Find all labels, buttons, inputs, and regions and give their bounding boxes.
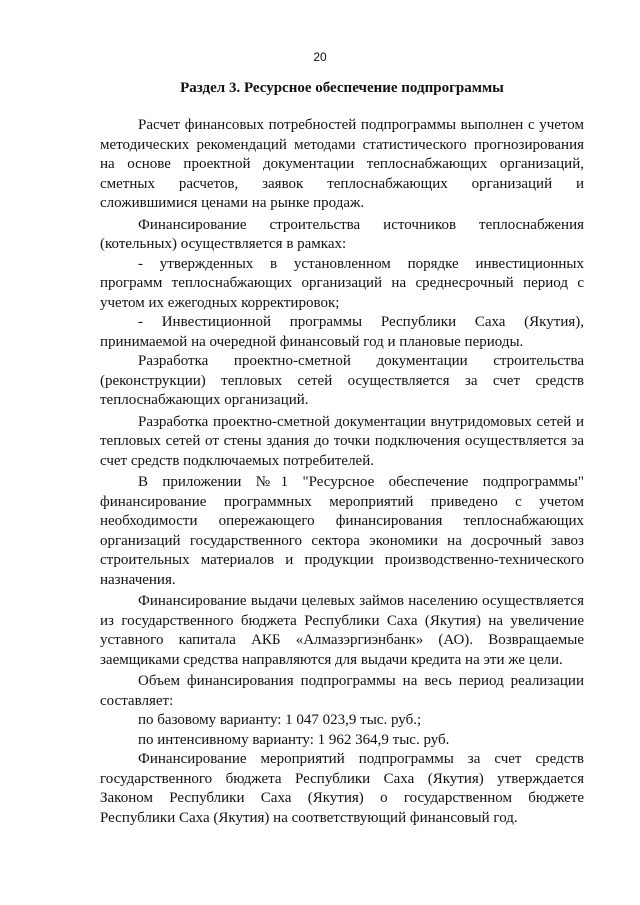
paragraph-design-heating-networks: Разработка проектно-сметной документации строительства (реконструкции) тепловых сетей осуществляется за счет средств теплоснабжающих организаций.	[100, 353, 584, 408]
paragraph-financing-sources: Финансирование строительства источников теплоснабжения (котельных) осуществляется в рамках:	[100, 216, 584, 252]
list-item-investment-programs: - утвержденных в установленном порядке инвестиционных программ теплоснабжающих организаций на среднесрочный период с учетом их ежегодных корректировок;	[100, 255, 584, 311]
paragraph-appendix-1: В приложении №1 "Ресурсное обеспечение подпрограммы" финансирование программных мероприятий приведено с учетом необходимости опережающего финансирования теплоснабжающих организаций государственного сектора экономики на досрочный завоз строительных материалов и продукции производственно-технического назначения.	[100, 474, 584, 588]
paragraph-state-budget: Финансирование мероприятий подпрограммы за счет средств государственного бюджета Республики Саха (Якутия) утверждается Законом Республики Саха (Якутия) о государственном бюджете Республики Саха (Якутия) на соответствующий финансовый год.	[100, 751, 584, 826]
funding-intensive-variant: по интенсивному варианту: 1 962 364,9 тыс. руб.	[138, 731, 450, 748]
funding-base-variant: по базовому варианту: 1 047 023,9 тыс. руб.;	[138, 712, 422, 728]
paragraph-target-loans: Финансирование выдачи целевых займов населению осуществляется из государственного бюджета Республики Саха (Якутия) на увеличение уставного капитала АКБ «Алмазэргиэнбанк» (АО). Возвращаемые заемщиками средства направляются для выдачи кредита на эти же цели.	[100, 593, 584, 668]
paragraph-funding-volume: Объем финансирования подпрограммы на весь период реализации составляет:	[100, 673, 584, 709]
list-item-republic-program: - Инвестиционной программы Республики Саха (Якутия), принимаемой на очередной финансовый год и плановые периоды.	[100, 314, 584, 350]
paragraph-design-internal-networks: Разработка проектно-сметной документации внутридомовых сетей и тепловых сетей от стены здания до точки подключения осуществляется за счет средств подключаемых потребителей.	[100, 413, 584, 469]
document-body	[100, 116, 584, 828]
section-title: Раздел 3. Ресурсное обеспечение подпрограммы	[180, 80, 504, 96]
page-number: 20	[313, 50, 327, 64]
paragraph-calculation: Расчет финансовых потребностей подпрограммы выполнен с учетом методических рекомендаций методами статистического прогнозирования на основе проектной документации теплоснабжающих организаций, сметных расчетов, заявок теплоснабжающих организаций и сложившимися ценами на рынке продаж.	[100, 117, 584, 211]
